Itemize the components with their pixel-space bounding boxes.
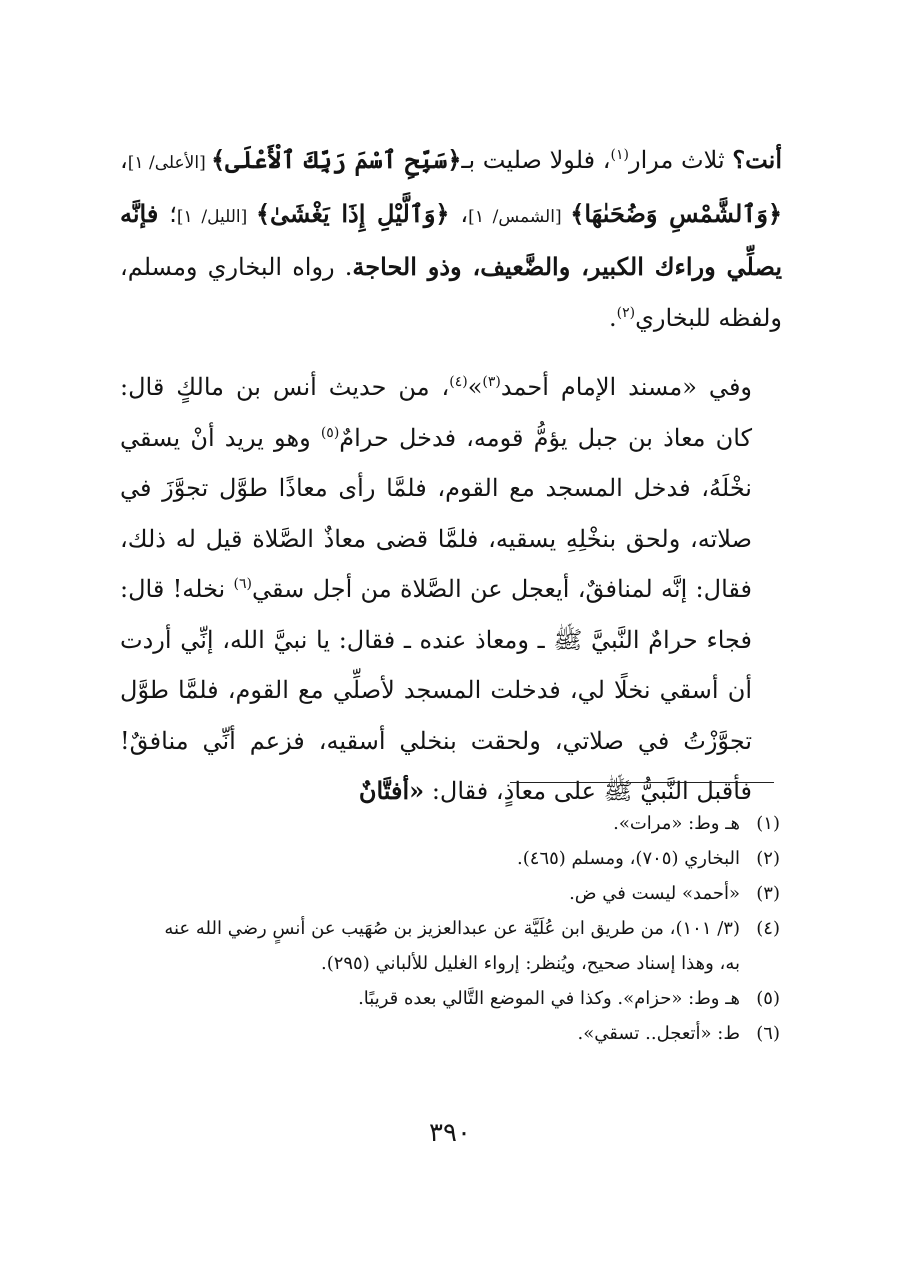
footnote-separator <box>510 782 774 783</box>
text-run: وهو يريد أنْ يسقي نخْلَهُ، فدخل المسجد مع القوم، فلمَّا رأى معاذًا طوَّل تجوَّزَ في صلاته، ولحق بنخْلِهِ يسقيه، فلمَّا قضى معاذٌ الصَّلاة قيل له ذلك، فقال: إنَّه لمنافقٌ، أيعجل عن الصَّلاة من أجل سقي <box>120 423 752 603</box>
footnotes <box>116 806 780 1051</box>
footnote-2 <box>116 841 780 876</box>
text-run: ؛ <box>158 199 177 228</box>
text-run: نخله! قال: فجاء حرامٌ النَّبيَّ ﷺ ـ ومعاذ عنده ـ فقال: يا نبيَّ الله، إنِّي أردت أن أسقي نخلًا لي، فدخلت المسجد لأصلِّي مع القوم، فلمَّا طوَّل تجوَّزْتُ في صلاتي، ولحقت بنخلي أسقيه، فزعم أنِّي منافقٌ! فأقبل النَّبيُّ ﷺ على معاذٍ، فقال: <box>120 575 752 805</box>
footnote-ref-4[interactable]: (٤) <box>449 374 468 390</box>
text-run: » <box>467 373 483 401</box>
text-run: ، <box>120 146 128 174</box>
hadith-quote: فإنَّه يصلِّي وراءك الكبير، والضَّعيف، وذو الحاجة <box>120 198 782 281</box>
footnote-6 <box>116 1016 780 1051</box>
footnote-ref-6[interactable]: (٦) <box>233 576 253 592</box>
footnote-text: ط: «أتعجل.. تسقي». <box>577 1023 740 1044</box>
text-run: ، من حديث أنس بن مالكٍ قال: كان معاذ بن جبل يؤمُّ قومه، فدخل حرامٌ <box>120 373 752 452</box>
page-number: ٣٩٠ <box>429 1118 471 1148</box>
main-text <box>120 135 782 817</box>
footnote-1 <box>116 806 780 841</box>
footnote-number: (٦) <box>756 1023 780 1044</box>
text-run: ، فلولا صليت بـ <box>461 146 611 174</box>
footnote-5 <box>116 981 780 1016</box>
footnote-number: (٣) <box>756 883 780 904</box>
footnote-text: (٣/ ١٠١)، من طريق ابن عُلَيَّة عن عبدالعزيز بن صُهَيب عن أنسٍ رضي الله عنه <box>164 918 740 939</box>
verse-reference: [الشمس/ ١] <box>468 206 571 227</box>
footnote-3 <box>116 876 780 911</box>
paragraph-1 <box>120 135 782 343</box>
footnote-number: (٢) <box>756 848 780 869</box>
footnote-4 <box>116 911 780 946</box>
footnote-text: هـ وط: «حزام». وكذا في الموضع التَّالي بعده قريبًا. <box>358 988 740 1009</box>
text-run: أنت؟ <box>732 145 782 174</box>
quran-verse: ﴿وَٱلَّيْلِ إِذَا يَغْشَىٰ﴾ <box>255 198 450 228</box>
text-run: . رواه البخاري ومسلم، ولفظه للبخاري <box>120 253 782 332</box>
quran-verse: ﴿وَٱلشَّمْسِ وَضُحَىٰهَا﴾ <box>570 198 782 228</box>
paragraph-2 <box>120 362 782 817</box>
footnote-text: «أحمد» ليست في ض. <box>569 883 740 904</box>
hadith-quote: «أفتَّانٌ <box>358 776 425 805</box>
footnote-text: هـ وط: «مرات». <box>613 813 740 834</box>
text-run: ثلاث مرار <box>629 146 733 174</box>
verse-reference: [الليل/ ١] <box>176 206 256 227</box>
footnote-4-continuation: به، وهذا إسناد صحيح، ويُنظر: إرواء الغليل للألباني (٢٩٥). <box>320 953 740 974</box>
footnote-ref-1[interactable]: (١) <box>610 147 630 163</box>
text-run: وفي «مسند الإمام أحمد <box>500 373 753 401</box>
quran-verse: ﴿سَبِّحِ ٱسْمَ رَبِّكَ ٱلْأَعْلَى﴾ <box>211 145 462 174</box>
footnote-ref-3[interactable]: (٣) <box>482 374 501 390</box>
text-run: ، <box>449 199 469 228</box>
footnote-text: البخاري (٧٠٥)، ومسلم (٤٦٥). <box>517 848 740 869</box>
footnote-number: (٤) <box>756 918 780 939</box>
verse-reference: [الأعلى/ ١] <box>127 153 212 173</box>
footnote-number: (٥) <box>756 988 780 1009</box>
footnote-ref-2[interactable]: (٢) <box>616 304 636 321</box>
footnote-ref-5[interactable]: (٥) <box>320 424 340 441</box>
text-run: . <box>608 303 617 332</box>
footnote-number: (١) <box>756 813 780 834</box>
